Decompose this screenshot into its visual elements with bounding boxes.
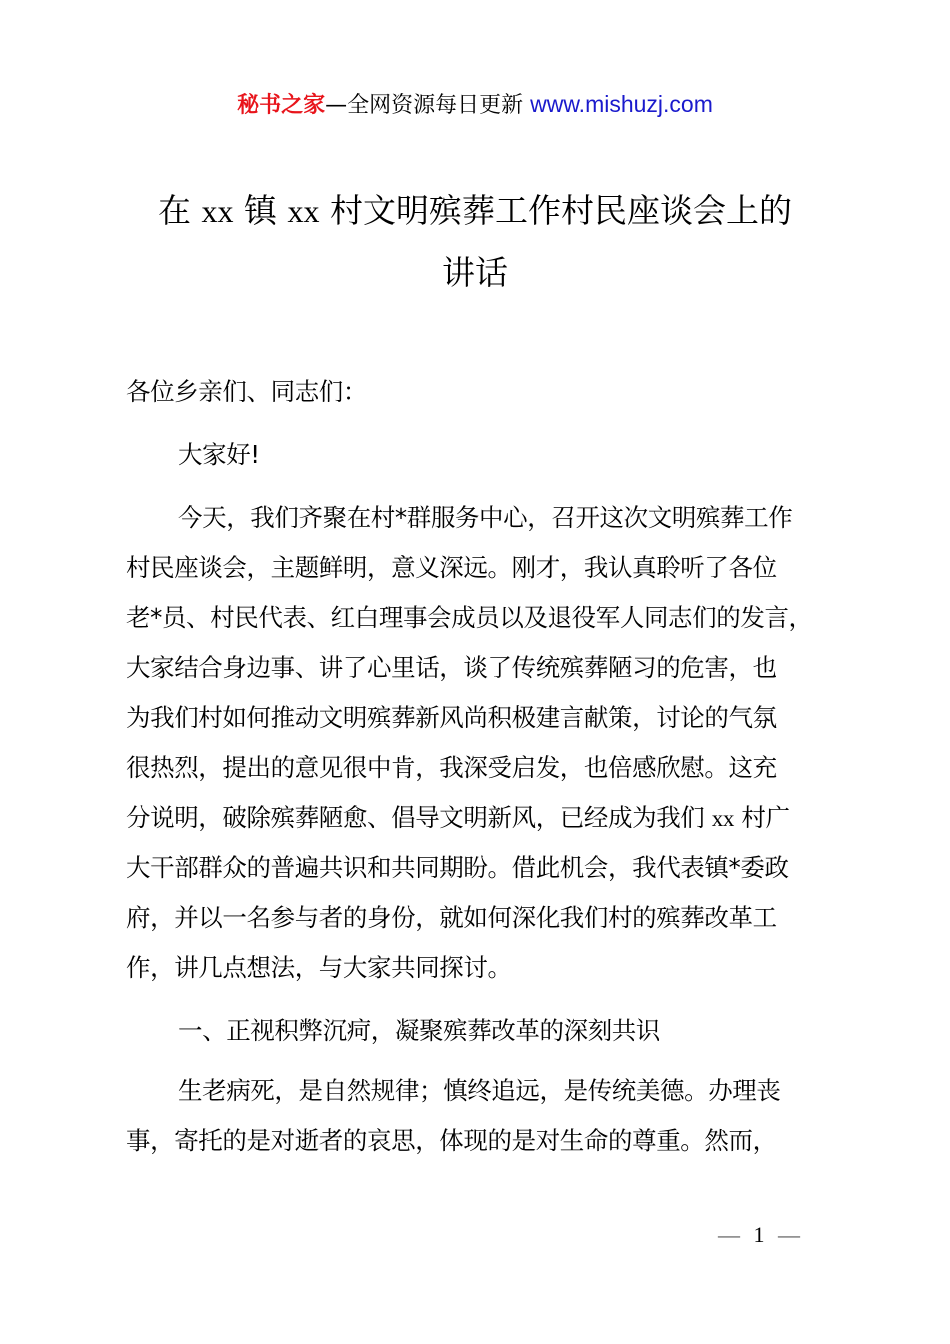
section-heading: 一、正视积弊沉疴，凝聚殡葬改革的深刻共识 xyxy=(178,1016,660,1045)
paragraph-line: 今天，我们齐聚在村*群服务中心，召开这次文明殡葬工作 xyxy=(178,503,793,532)
document-title-line-1: 在 xx 镇 xx 村文明殡葬工作村民座谈会上的 xyxy=(158,191,792,230)
paragraph-line: 生老病死，是自然规律；慎终追远，是传统美德。办理丧 xyxy=(178,1076,781,1105)
page-number-value: 1 xyxy=(753,1222,765,1247)
site-brand: 秘书之家 xyxy=(237,93,326,118)
greeting: 大家好! xyxy=(178,440,260,469)
paragraph-line: 大家结合身边事、讲了心里话，谈了传统殡葬陋习的危害，也 xyxy=(126,653,777,682)
document-title xyxy=(0,180,950,304)
paragraph-line: 为我们村如何推动文明殡葬新风尚积极建言献策，讨论的气氛 xyxy=(126,703,777,732)
paragraph-line: 分说明，破除殡葬陋愈、倡导文明新风，已经成为我们 xx 村广 xyxy=(126,803,790,832)
paragraph-line: 老*员、村民代表、红白理事会成员以及退役军人同志们的发言， xyxy=(126,603,813,632)
site-tagline: —全网资源每日更新 xyxy=(325,93,531,118)
salutation: 各位乡亲们、同志们： xyxy=(126,377,367,406)
paragraph-line: 作，讲几点想法，与大家共同探讨。 xyxy=(126,953,512,982)
paragraph-line: 很热烈，提出的意见很中肯，我深受启发，也倍感欣慰。这充 xyxy=(126,753,777,782)
paragraph-line: 府，并以一名参与者的身份，就如何深化我们村的殡葬改革工 xyxy=(126,903,777,932)
document-title-line-2: 讲话 xyxy=(442,253,508,292)
site-url-link[interactable]: www.mishuzj.com xyxy=(530,91,713,117)
page-number xyxy=(718,1222,800,1248)
site-banner xyxy=(0,88,950,122)
paragraph-line: 事，寄托的是对逝者的哀思，体现的是对生命的尊重。然而， xyxy=(126,1126,777,1155)
page-number-dash: — xyxy=(718,1222,740,1247)
page-number-dash: — xyxy=(778,1222,800,1247)
paragraph-line: 大干部群众的普遍共识和共同期盼。借此机会，我代表镇*委政 xyxy=(126,853,789,882)
paragraph-line: 村民座谈会，主题鲜明，意义深远。刚才，我认真聆听了各位 xyxy=(126,553,777,582)
